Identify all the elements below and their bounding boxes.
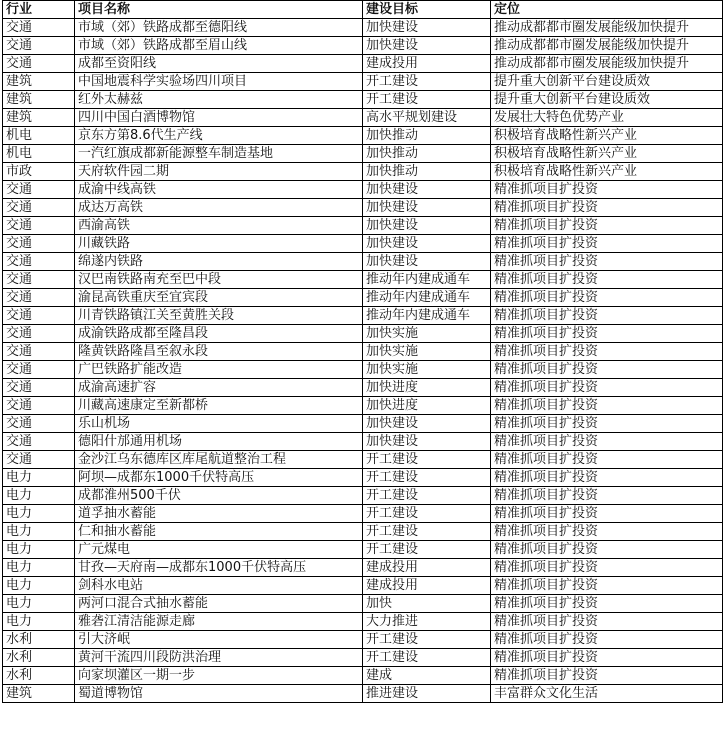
cell-goal: 开工建设	[363, 451, 491, 469]
cell-goal: 开工建设	[363, 523, 491, 541]
cell-goal: 加快建设	[363, 19, 491, 37]
cell-industry: 交通	[3, 415, 75, 433]
cell-project-name: 川藏铁路	[75, 235, 363, 253]
cell-positioning: 精准抓项目扩投资	[491, 667, 723, 685]
table-row	[3, 109, 723, 127]
table-row	[3, 325, 723, 343]
cell-project-name: 川青铁路镇江关至黄胜关段	[75, 307, 363, 325]
cell-positioning: 精准抓项目扩投资	[491, 361, 723, 379]
cell-project-name: 成渝高速扩容	[75, 379, 363, 397]
cell-industry: 交通	[3, 253, 75, 271]
cell-positioning: 精准抓项目扩投资	[491, 613, 723, 631]
cell-industry: 交通	[3, 361, 75, 379]
cell-industry: 交通	[3, 397, 75, 415]
cell-goal: 开工建设	[363, 649, 491, 667]
cell-industry: 交通	[3, 379, 75, 397]
cell-positioning: 精准抓项目扩投资	[491, 523, 723, 541]
cell-positioning: 精准抓项目扩投资	[491, 325, 723, 343]
table-row	[3, 559, 723, 577]
cell-project-name: 剑科水电站	[75, 577, 363, 595]
cell-positioning: 精准抓项目扩投资	[491, 559, 723, 577]
cell-positioning: 提升重大创新平台建设质效	[491, 73, 723, 91]
cell-industry: 交通	[3, 451, 75, 469]
cell-project-name: 仁和抽水蓄能	[75, 523, 363, 541]
table-row	[3, 595, 723, 613]
table-row	[3, 523, 723, 541]
cell-industry: 机电	[3, 145, 75, 163]
cell-industry: 机电	[3, 127, 75, 145]
cell-industry: 交通	[3, 217, 75, 235]
table-row	[3, 55, 723, 73]
table-row	[3, 469, 723, 487]
cell-goal: 加快推动	[363, 145, 491, 163]
cell-positioning: 丰富群众文化生活	[491, 685, 723, 703]
cell-project-name: 乐山机场	[75, 415, 363, 433]
cell-project-name: 两河口混合式抽水蓄能	[75, 595, 363, 613]
cell-industry: 交通	[3, 235, 75, 253]
cell-project-name: 川藏高速康定至新都桥	[75, 397, 363, 415]
cell-project-name: 四川中国白酒博物馆	[75, 109, 363, 127]
cell-industry: 交通	[3, 307, 75, 325]
header-project-name: 项目名称	[75, 1, 363, 19]
cell-industry: 电力	[3, 595, 75, 613]
cell-industry: 交通	[3, 325, 75, 343]
cell-goal: 加快建设	[363, 37, 491, 55]
table-row	[3, 289, 723, 307]
cell-industry: 市政	[3, 163, 75, 181]
cell-positioning: 精准抓项目扩投资	[491, 505, 723, 523]
cell-industry: 电力	[3, 577, 75, 595]
cell-goal: 加快进度	[363, 379, 491, 397]
cell-goal: 开工建设	[363, 541, 491, 559]
cell-positioning: 推动成都都市圈发展能级加快提升	[491, 55, 723, 73]
table-row	[3, 307, 723, 325]
table-row	[3, 19, 723, 37]
cell-goal: 加快建设	[363, 253, 491, 271]
cell-goal: 加快建设	[363, 415, 491, 433]
cell-industry: 电力	[3, 505, 75, 523]
cell-positioning: 精准抓项目扩投资	[491, 307, 723, 325]
cell-positioning: 积极培育战略性新兴产业	[491, 127, 723, 145]
cell-project-name: 成都淮州500千伏	[75, 487, 363, 505]
cell-goal: 加快实施	[363, 343, 491, 361]
table-row	[3, 451, 723, 469]
cell-positioning: 精准抓项目扩投资	[491, 289, 723, 307]
cell-goal: 加快	[363, 595, 491, 613]
table-row	[3, 253, 723, 271]
cell-positioning: 精准抓项目扩投资	[491, 253, 723, 271]
header-row	[3, 1, 723, 19]
table-row	[3, 145, 723, 163]
cell-goal: 高水平规划建设	[363, 109, 491, 127]
cell-project-name: 京东方第8.6代生产线	[75, 127, 363, 145]
cell-industry: 交通	[3, 55, 75, 73]
table-row	[3, 73, 723, 91]
cell-goal: 建成投用	[363, 559, 491, 577]
cell-goal: 开工建设	[363, 91, 491, 109]
cell-goal: 建成投用	[363, 577, 491, 595]
cell-project-name: 市域（郊）铁路成都至德阳线	[75, 19, 363, 37]
cell-positioning: 精准抓项目扩投资	[491, 343, 723, 361]
cell-positioning: 精准抓项目扩投资	[491, 271, 723, 289]
cell-positioning: 精准抓项目扩投资	[491, 379, 723, 397]
cell-positioning: 精准抓项目扩投资	[491, 397, 723, 415]
cell-positioning: 精准抓项目扩投资	[491, 595, 723, 613]
cell-project-name: 金沙江乌东德库区库尾航道整治工程	[75, 451, 363, 469]
table-row	[3, 397, 723, 415]
cell-project-name: 向家坝灌区一期一步	[75, 667, 363, 685]
project-table	[2, 0, 723, 703]
cell-goal: 加快推动	[363, 163, 491, 181]
table-row	[3, 541, 723, 559]
cell-positioning: 精准抓项目扩投资	[491, 469, 723, 487]
cell-goal: 开工建设	[363, 73, 491, 91]
cell-project-name: 绵遂内铁路	[75, 253, 363, 271]
cell-positioning: 提升重大创新平台建设质效	[491, 91, 723, 109]
cell-industry: 交通	[3, 343, 75, 361]
table-row	[3, 343, 723, 361]
cell-positioning: 积极培育战略性新兴产业	[491, 163, 723, 181]
cell-positioning: 精准抓项目扩投资	[491, 541, 723, 559]
cell-project-name: 广巴铁路扩能改造	[75, 361, 363, 379]
cell-project-name: 隆黄铁路隆昌至叙永段	[75, 343, 363, 361]
cell-goal: 推动年内建成通车	[363, 307, 491, 325]
header-goal: 建设目标	[363, 1, 491, 19]
table-row	[3, 613, 723, 631]
cell-industry: 水利	[3, 667, 75, 685]
cell-positioning: 积极培育战略性新兴产业	[491, 145, 723, 163]
table-row	[3, 631, 723, 649]
table-row	[3, 199, 723, 217]
cell-positioning: 精准抓项目扩投资	[491, 181, 723, 199]
table-row	[3, 379, 723, 397]
cell-goal: 加快建设	[363, 433, 491, 451]
cell-goal: 大力推进	[363, 613, 491, 631]
table-row	[3, 217, 723, 235]
header-positioning: 定位	[491, 1, 723, 19]
cell-project-name: 成渝中线高铁	[75, 181, 363, 199]
cell-goal: 推进建设	[363, 685, 491, 703]
cell-project-name: 阿坝—成都东1000千伏特高压	[75, 469, 363, 487]
table-row	[3, 667, 723, 685]
cell-goal: 加快建设	[363, 235, 491, 253]
table-row	[3, 649, 723, 667]
cell-industry: 建筑	[3, 685, 75, 703]
cell-goal: 加快进度	[363, 397, 491, 415]
table-row	[3, 163, 723, 181]
cell-project-name: 引大济岷	[75, 631, 363, 649]
cell-goal: 开工建设	[363, 487, 491, 505]
cell-project-name: 雅砻江清洁能源走廊	[75, 613, 363, 631]
cell-positioning: 精准抓项目扩投资	[491, 649, 723, 667]
cell-industry: 交通	[3, 199, 75, 217]
cell-project-name: 中国地震科学实验场四川项目	[75, 73, 363, 91]
cell-goal: 加快推动	[363, 127, 491, 145]
table-row	[3, 361, 723, 379]
cell-industry: 交通	[3, 433, 75, 451]
cell-goal: 推动年内建成通车	[363, 271, 491, 289]
cell-industry: 水利	[3, 649, 75, 667]
cell-industry: 建筑	[3, 109, 75, 127]
cell-positioning: 精准抓项目扩投资	[491, 433, 723, 451]
cell-industry: 交通	[3, 37, 75, 55]
cell-project-name: 甘孜—天府南—成都东1000千伏特高压	[75, 559, 363, 577]
cell-project-name: 一汽红旗成都新能源整车制造基地	[75, 145, 363, 163]
table-row	[3, 505, 723, 523]
cell-industry: 交通	[3, 181, 75, 199]
cell-project-name: 道孚抽水蓄能	[75, 505, 363, 523]
cell-positioning: 精准抓项目扩投资	[491, 415, 723, 433]
cell-goal: 推动年内建成通车	[363, 289, 491, 307]
cell-industry: 建筑	[3, 91, 75, 109]
cell-industry: 电力	[3, 469, 75, 487]
cell-industry: 电力	[3, 559, 75, 577]
cell-project-name: 市域（郊）铁路成都至眉山线	[75, 37, 363, 55]
table-row	[3, 181, 723, 199]
table-row	[3, 577, 723, 595]
cell-goal: 加快建设	[363, 199, 491, 217]
cell-positioning: 精准抓项目扩投资	[491, 631, 723, 649]
table-row	[3, 433, 723, 451]
table-row	[3, 271, 723, 289]
cell-goal: 建成	[363, 667, 491, 685]
cell-goal: 开工建设	[363, 469, 491, 487]
cell-project-name: 成渝铁路成都至隆昌段	[75, 325, 363, 343]
cell-goal: 开工建设	[363, 631, 491, 649]
cell-goal: 加快建设	[363, 217, 491, 235]
cell-industry: 电力	[3, 523, 75, 541]
cell-goal: 加快实施	[363, 325, 491, 343]
cell-project-name: 蜀道博物馆	[75, 685, 363, 703]
cell-project-name: 成达万高铁	[75, 199, 363, 217]
cell-industry: 建筑	[3, 73, 75, 91]
table-row	[3, 127, 723, 145]
table-row	[3, 235, 723, 253]
cell-goal: 开工建设	[363, 505, 491, 523]
cell-positioning: 推动成都都市圈发展能级加快提升	[491, 37, 723, 55]
table-row	[3, 685, 723, 703]
cell-positioning: 精准抓项目扩投资	[491, 577, 723, 595]
cell-goal: 加快实施	[363, 361, 491, 379]
cell-positioning: 精准抓项目扩投资	[491, 451, 723, 469]
cell-industry: 交通	[3, 289, 75, 307]
cell-positioning: 精准抓项目扩投资	[491, 235, 723, 253]
cell-industry: 电力	[3, 613, 75, 631]
cell-industry: 交通	[3, 271, 75, 289]
table-row	[3, 415, 723, 433]
cell-project-name: 西渝高铁	[75, 217, 363, 235]
cell-project-name: 渝昆高铁重庆至宜宾段	[75, 289, 363, 307]
cell-project-name: 广元煤电	[75, 541, 363, 559]
cell-project-name: 黄河干流四川段防洪治理	[75, 649, 363, 667]
cell-project-name: 成都至资阳线	[75, 55, 363, 73]
cell-positioning: 发展壮大特色优势产业	[491, 109, 723, 127]
cell-project-name: 汉巴南铁路南充至巴中段	[75, 271, 363, 289]
cell-project-name: 红外太赫兹	[75, 91, 363, 109]
cell-positioning: 精准抓项目扩投资	[491, 199, 723, 217]
cell-project-name: 德阳什邡通用机场	[75, 433, 363, 451]
cell-goal: 建成投用	[363, 55, 491, 73]
table-row	[3, 37, 723, 55]
cell-industry: 电力	[3, 487, 75, 505]
cell-positioning: 精准抓项目扩投资	[491, 487, 723, 505]
cell-industry: 电力	[3, 541, 75, 559]
cell-industry: 交通	[3, 19, 75, 37]
cell-industry: 水利	[3, 631, 75, 649]
cell-project-name: 天府软件园二期	[75, 163, 363, 181]
cell-positioning: 精准抓项目扩投资	[491, 217, 723, 235]
table-row	[3, 487, 723, 505]
cell-goal: 加快建设	[363, 181, 491, 199]
table-row	[3, 91, 723, 109]
header-industry: 行业	[3, 1, 75, 19]
cell-positioning: 推动成都都市圈发展能级加快提升	[491, 19, 723, 37]
